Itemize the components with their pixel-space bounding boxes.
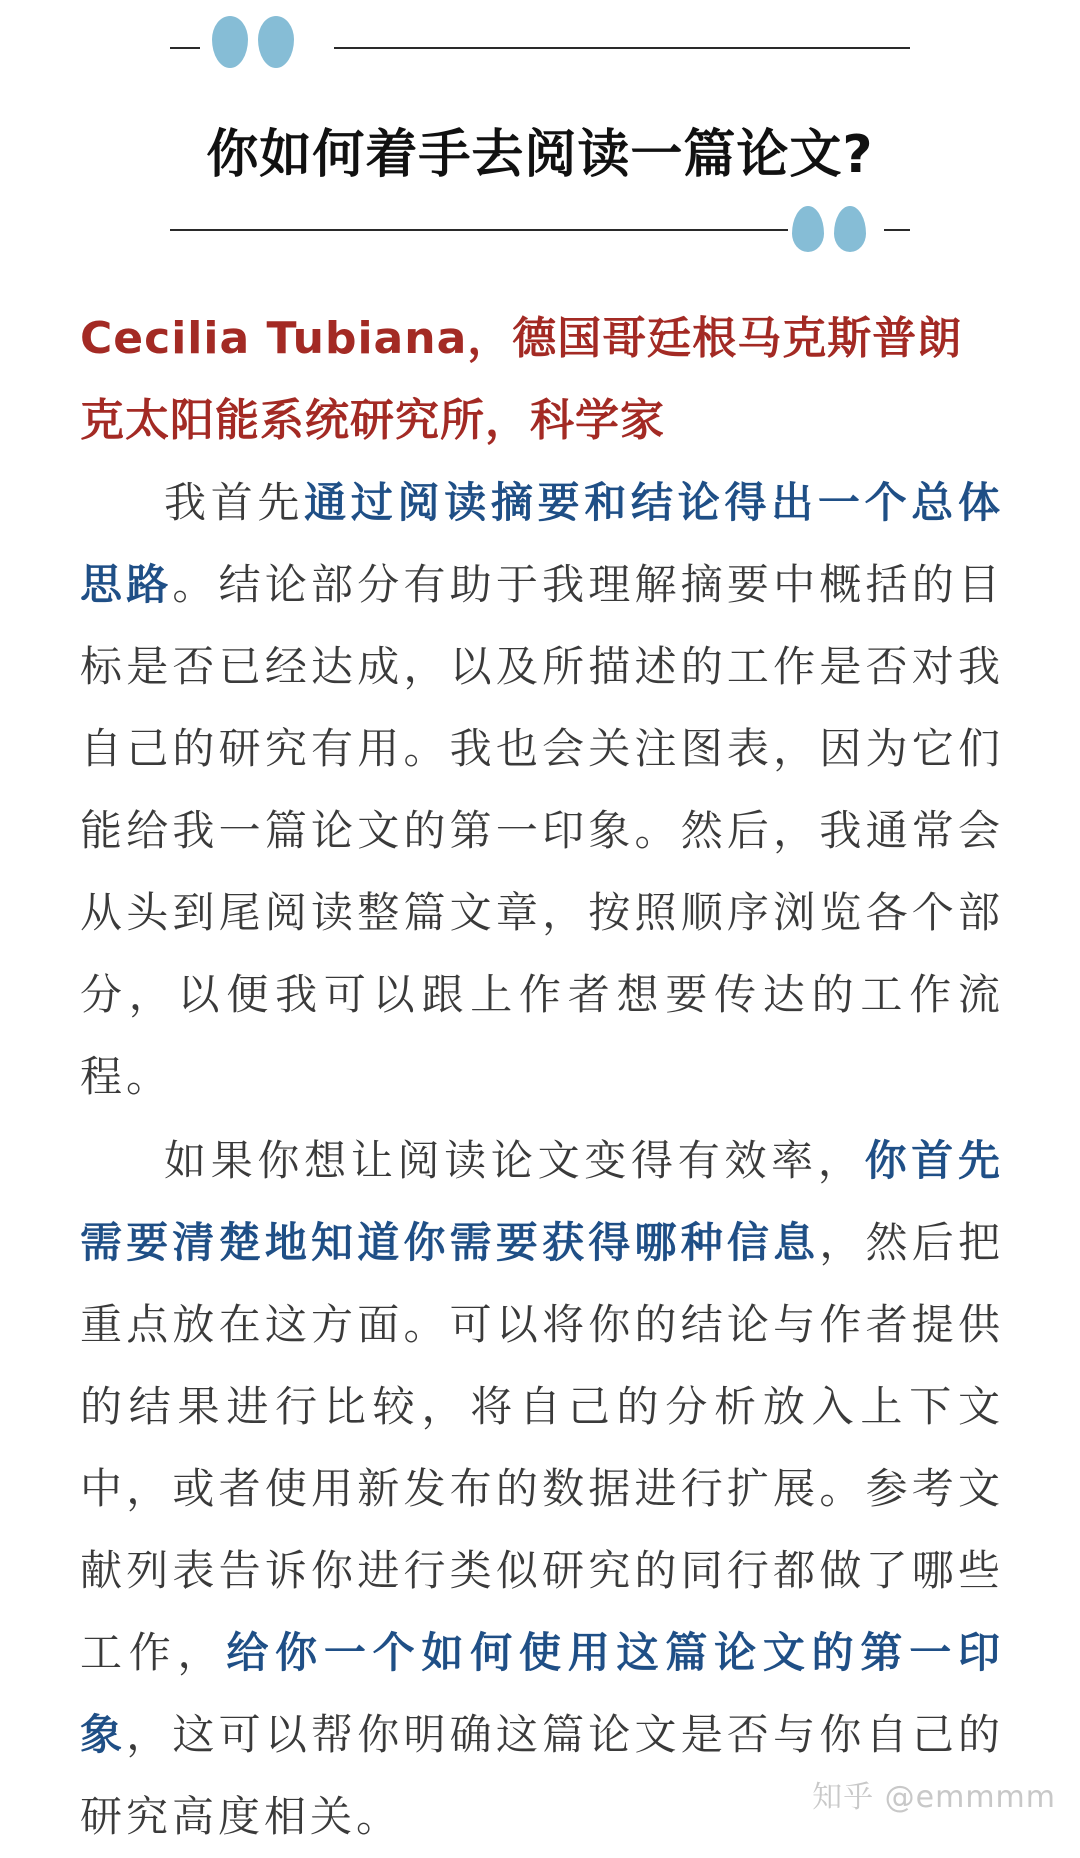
watermark: 知乎 @emmmm: [812, 1780, 1056, 1815]
paragraph-2-text: 如果你想让阅读论文变得有效率，: [164, 1136, 865, 1185]
paragraph-1: [80, 462, 1004, 1118]
bottom-left-rule: [170, 229, 788, 231]
paragraph-1-highlight: 通过阅读摘要和结论得出一个总体思路: [80, 478, 1004, 609]
paragraph-2-text: ，这可以帮你明确这篇论文是否与你自己的研究高度相关。: [80, 1710, 1004, 1841]
paragraph-1-text: 我首先: [164, 478, 305, 527]
paragraph-2-highlight: 你首先需要清楚地知道你需要获得哪种信息: [80, 1136, 1004, 1267]
paragraph-2-text: ，然后把重点放在这方面。可以将你的结论与作者提供的结果进行比较，将自己的分析放入上下文中，或者使用新发布的数据进行扩展。参考文献列表告诉你进行类似研究的同行都做了哪些工作，: [80, 1218, 1004, 1677]
article-body: [80, 298, 1004, 1858]
article-header: [0, 0, 1080, 280]
paragraph-2: [80, 1120, 1004, 1858]
paragraph-2-highlight: 给你一个如何使用这篇论文的第一印象: [80, 1628, 1004, 1759]
page-title: 你如何着手去阅读一篇论文?: [206, 125, 874, 185]
top-right-rule: [334, 47, 910, 49]
open-quote-icon: [212, 16, 294, 68]
paragraph-1-text: 。结论部分有助于我理解摘要中概括的目标是否已经达成，以及所描述的工作是否对我自己的研究有用。我也会关注图表，因为它们能给我一篇论文的第一印象。然后，我通常会从头到尾阅读整篇文章，按照顺序浏览各个部分，以便我可以跟上作者想要传达的工作流程。: [80, 560, 1004, 1101]
bottom-right-rule: [884, 229, 910, 231]
close-quote-icon: [792, 206, 866, 252]
top-left-rule: [170, 47, 200, 49]
author-credit: Cecilia Tubiana，德国哥廷根马克斯普朗克太阳能系统研究所，科学家: [80, 313, 963, 446]
